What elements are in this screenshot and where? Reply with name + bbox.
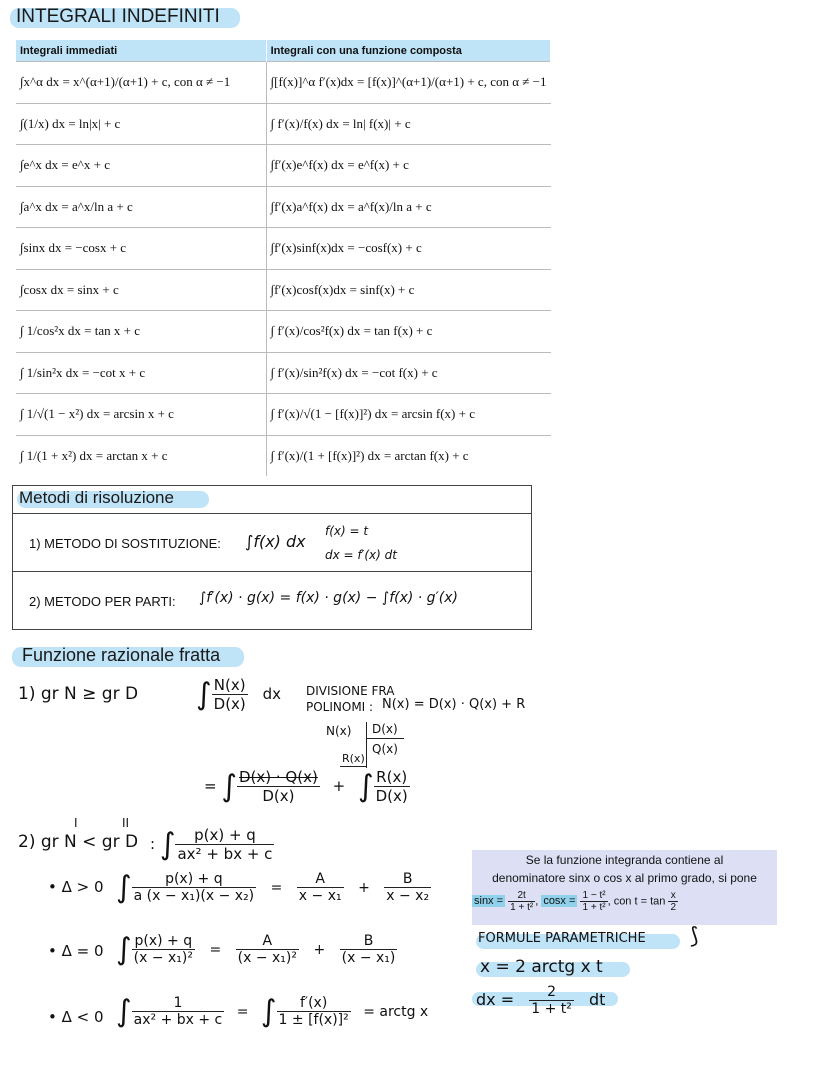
methods-divider: [13, 513, 531, 514]
methods-title: Metodi di risoluzione: [19, 488, 174, 507]
plus-sign: +: [332, 777, 346, 795]
delta-pos-num: p(x) + q: [132, 871, 257, 888]
delta-neg-result: = arctg x: [363, 1003, 429, 1020]
dx-label: dx =: [476, 990, 515, 1009]
delta-pos-label: • Δ > 0: [48, 878, 104, 896]
dx-den: 1 + t²: [531, 1001, 572, 1017]
sin-den: 1 + t²: [510, 902, 534, 913]
case2-roman-1: I: [74, 816, 78, 830]
division-d: D(x): [372, 722, 398, 736]
eq-sign: =: [204, 777, 217, 795]
table-cell: ∫cosx dx = sinx + c: [16, 269, 266, 311]
delta-zero-label: • Δ = 0: [48, 942, 104, 960]
table-cell: ∫sinx dx = −cosx + c: [16, 228, 266, 270]
case1-den: D(x): [213, 695, 246, 713]
cos-num: 1 − t²: [582, 890, 606, 901]
case2-roman-2: II: [122, 816, 130, 830]
case1-result-b-den: D(x): [375, 787, 408, 805]
table-cell: ∫ f′(x)/f(x) dx = ln| f(x)| + c: [266, 103, 550, 145]
table-row: [16, 228, 551, 270]
page-title: INTEGRALI INDEFINITI: [16, 6, 220, 27]
delta-pos-a-den: x − x₁: [298, 888, 342, 904]
division-n: N(x): [326, 724, 352, 738]
table-cell: ∫ f′(x)/(1 + [f(x)]²) dx = arctan f(x) + c: [266, 435, 550, 476]
table-cell: ∫f′(x)a^f(x) dx = a^f(x)/ln a + c: [266, 186, 550, 228]
delta-neg-label: • Δ < 0: [48, 1008, 104, 1026]
substitution-label: 1) METODO DI SOSTITUZIONE:: [29, 536, 221, 551]
con-t-label: con t = tan: [613, 895, 666, 908]
delta-zero-num: p(x) + q: [132, 933, 195, 950]
dx-tail: dt: [588, 990, 606, 1009]
case2-integral: : ∫ $\frac{p(x) + q}{\text{ax² + bx + c}}$: [150, 826, 273, 863]
table-row: [16, 269, 551, 311]
division-title-1: DIVISIONE FRA: [306, 684, 395, 698]
table-cell: ∫e^x dx = e^x + c: [16, 145, 266, 187]
case1-num: N(x): [212, 676, 248, 695]
delta-pos-b-den: x − x₂: [386, 888, 430, 904]
sin-label: sinx =: [474, 895, 504, 908]
table-row: [16, 145, 551, 187]
table-cell: ∫f′(x)sinf(x)dx = −cosf(x) + c: [266, 228, 550, 270]
delta-neg-f-num: f′(x): [277, 995, 351, 1012]
table-cell: ∫f′(x)cosf(x)dx = sinf(x) + c: [266, 269, 550, 311]
substitution-sub-2: dx = f′(x) dt: [325, 548, 397, 562]
case2-num: p(x) + q: [175, 826, 274, 845]
delta-zero-den: (x − x₁)²: [133, 950, 193, 966]
delta-zero-b-num: B: [340, 933, 398, 950]
table-row: [16, 435, 551, 476]
table-cell: ∫ 1/(1 + x²) dx = arctan x + c: [16, 435, 266, 476]
case1-result: = ∫ $\frac{D(x) \cdot Q(x)}{D(x)}$ + ∫ $\frac{R(x)}{D(x)}$: [204, 768, 408, 805]
eq-sign: =: [209, 941, 222, 958]
table-row: [16, 352, 551, 394]
delta-pos-expr: ∫ $\frac{p(x) + q}{\text{a (x − x₁)(x − x₂)}}$ = $\frac{A}{\text{x − x₁}}$ + $\frac{B}{\text{x − x₂}}$: [116, 870, 430, 905]
case1-result-a-den: D(x): [262, 787, 295, 805]
table-cell: ∫(1/x) dx = ln|x| + c: [16, 103, 266, 145]
case1-result-b-num: R(x): [374, 768, 410, 787]
table-cell: ∫a^x dx = a^x/ln a + c: [16, 186, 266, 228]
table-header-immediate: Integrali immediati: [16, 40, 266, 62]
delta-pos-a-num: A: [297, 871, 344, 888]
table-header-row: [16, 40, 551, 62]
division-r: R(x): [342, 752, 365, 765]
table-cell: ∫ 1/cos²x dx = tan x + c: [16, 311, 266, 353]
parametric-formulas: sinx = $\frac{2t}{\text{1 + t²}}$ , cosx = $\frac{\text{1 − t²}}{\text{1 + t²}}$ , con t = tan $\frac{x}{2}$: [474, 890, 676, 913]
methods-box: [12, 485, 532, 630]
table-cell: ∫ 1/√(1 − x²) dx = arcsin x + c: [16, 394, 266, 436]
integrals-table: [16, 40, 551, 476]
tan-den: 2: [670, 902, 676, 913]
table-row: [16, 103, 551, 145]
delta-zero-b-den: (x − x₁): [341, 950, 396, 966]
plus-sign: +: [358, 879, 370, 896]
parametric-box: [472, 850, 777, 925]
delta-neg-f-den: 1 ± [f(x)]²: [278, 1012, 349, 1028]
tan-num: x: [668, 890, 678, 902]
cos-den: 1 + t²: [582, 902, 606, 913]
case2-den: ax² + bx + c: [177, 845, 273, 863]
dx-equation: [476, 984, 605, 1017]
case1-result-a-num: D(x) · Q(x): [239, 768, 318, 786]
division-vline: [366, 722, 367, 768]
dx-num: 2: [529, 984, 574, 1001]
case2-label: 2) gr N < gr D: [18, 832, 139, 852]
table-cell: ∫x^α dx = x^(α+1)/(α+1) + c, con α ≠ −1: [16, 62, 266, 104]
case1-dx: dx: [262, 685, 281, 703]
division-title-2: POLINOMI :: [306, 700, 374, 714]
division-q: Q(x): [372, 742, 398, 756]
case1-integral: ∫ $\frac{N(x)}{D(x)}$ dx: [196, 676, 281, 713]
table-cell: ∫ 1/sin²x dx = −cot x + c: [16, 352, 266, 394]
parametric-line-1: Se la funzione integranda contiene al: [525, 853, 724, 867]
cos-label: cosx =: [543, 895, 576, 908]
eq-sign: =: [270, 879, 283, 896]
delta-neg-den: ax² + bx + c: [133, 1012, 223, 1028]
table-cell: ∫ f′(x)/sin²f(x) dx = −cot f(x) + c: [266, 352, 550, 394]
formule-hook: ⟆: [690, 924, 699, 949]
parts-label: 2) METODO PER PARTI:: [29, 594, 176, 609]
parametric-line-2: denominatore sinx o cos x al primo grado, si pone: [492, 871, 757, 885]
eq-sign: =: [236, 1003, 249, 1020]
table-cell: ∫ f′(x)/cos²f(x) dx = tan f(x) + c: [266, 311, 550, 353]
delta-zero-expr: ∫ $\frac{p(x) + q}{\text{(x − x₁)²}}$ = $\frac{A}{\text{(x − x₁)²}}$ + $\frac{B}{\text{(x − x₁)}}$: [116, 932, 396, 967]
division-equation: N(x) = D(x) · Q(x) + R: [382, 697, 526, 712]
sin-num: 2t: [508, 890, 535, 902]
delta-pos-b-num: B: [384, 871, 431, 888]
delta-pos-den: a (x − x₁)(x − x₂): [133, 888, 255, 904]
table-row: [16, 311, 551, 353]
delta-neg-num: 1: [132, 995, 225, 1012]
methods-divider: [13, 571, 531, 572]
table-cell: ∫ f′(x)/√(1 − [f(x)]²) dx = arcsin f(x) + c: [266, 394, 550, 436]
case1-label: 1) gr N ≥ gr D: [18, 684, 139, 704]
x-equation: x = 2 arctg x t: [480, 957, 603, 977]
plus-sign: +: [313, 941, 326, 958]
division-rline: [340, 766, 366, 767]
table-header-composite: Integrali con una funzione composta: [266, 40, 550, 62]
parts-formula: ∫f′(x) · g(x) = f(x) · g(x) − ∫f(x) · g′(x): [199, 590, 458, 606]
table-row: [16, 186, 551, 228]
colon: :: [150, 835, 156, 853]
delta-zero-a-den: (x − x₁)²: [237, 950, 297, 966]
table-cell: ∫f′(x)e^f(x) dx = e^f(x) + c: [266, 145, 550, 187]
substitution-integral: ∫f(x) dx: [245, 532, 306, 551]
delta-zero-a-num: A: [236, 933, 299, 950]
delta-neg-expr: ∫ $\frac{1}{\text{ax² + bx + c}}$ = ∫ $\frac{f'(x)}{\text{1 ± [f(x)]²}}$ = arctg x: [116, 994, 429, 1029]
formule-parametriche: FORMULE PARAMETRICHE: [478, 931, 646, 946]
rational-title: Funzione razionale fratta: [22, 645, 221, 665]
table-row: [16, 394, 551, 436]
division-hline: [366, 738, 404, 739]
table-cell: ∫[f(x)]^α f′(x)dx = [f(x)]^(α+1)/(α+1) + c, con α ≠ −1: [266, 62, 550, 104]
substitution-sub-1: f(x) = t: [325, 524, 369, 538]
table-row: [16, 62, 551, 104]
